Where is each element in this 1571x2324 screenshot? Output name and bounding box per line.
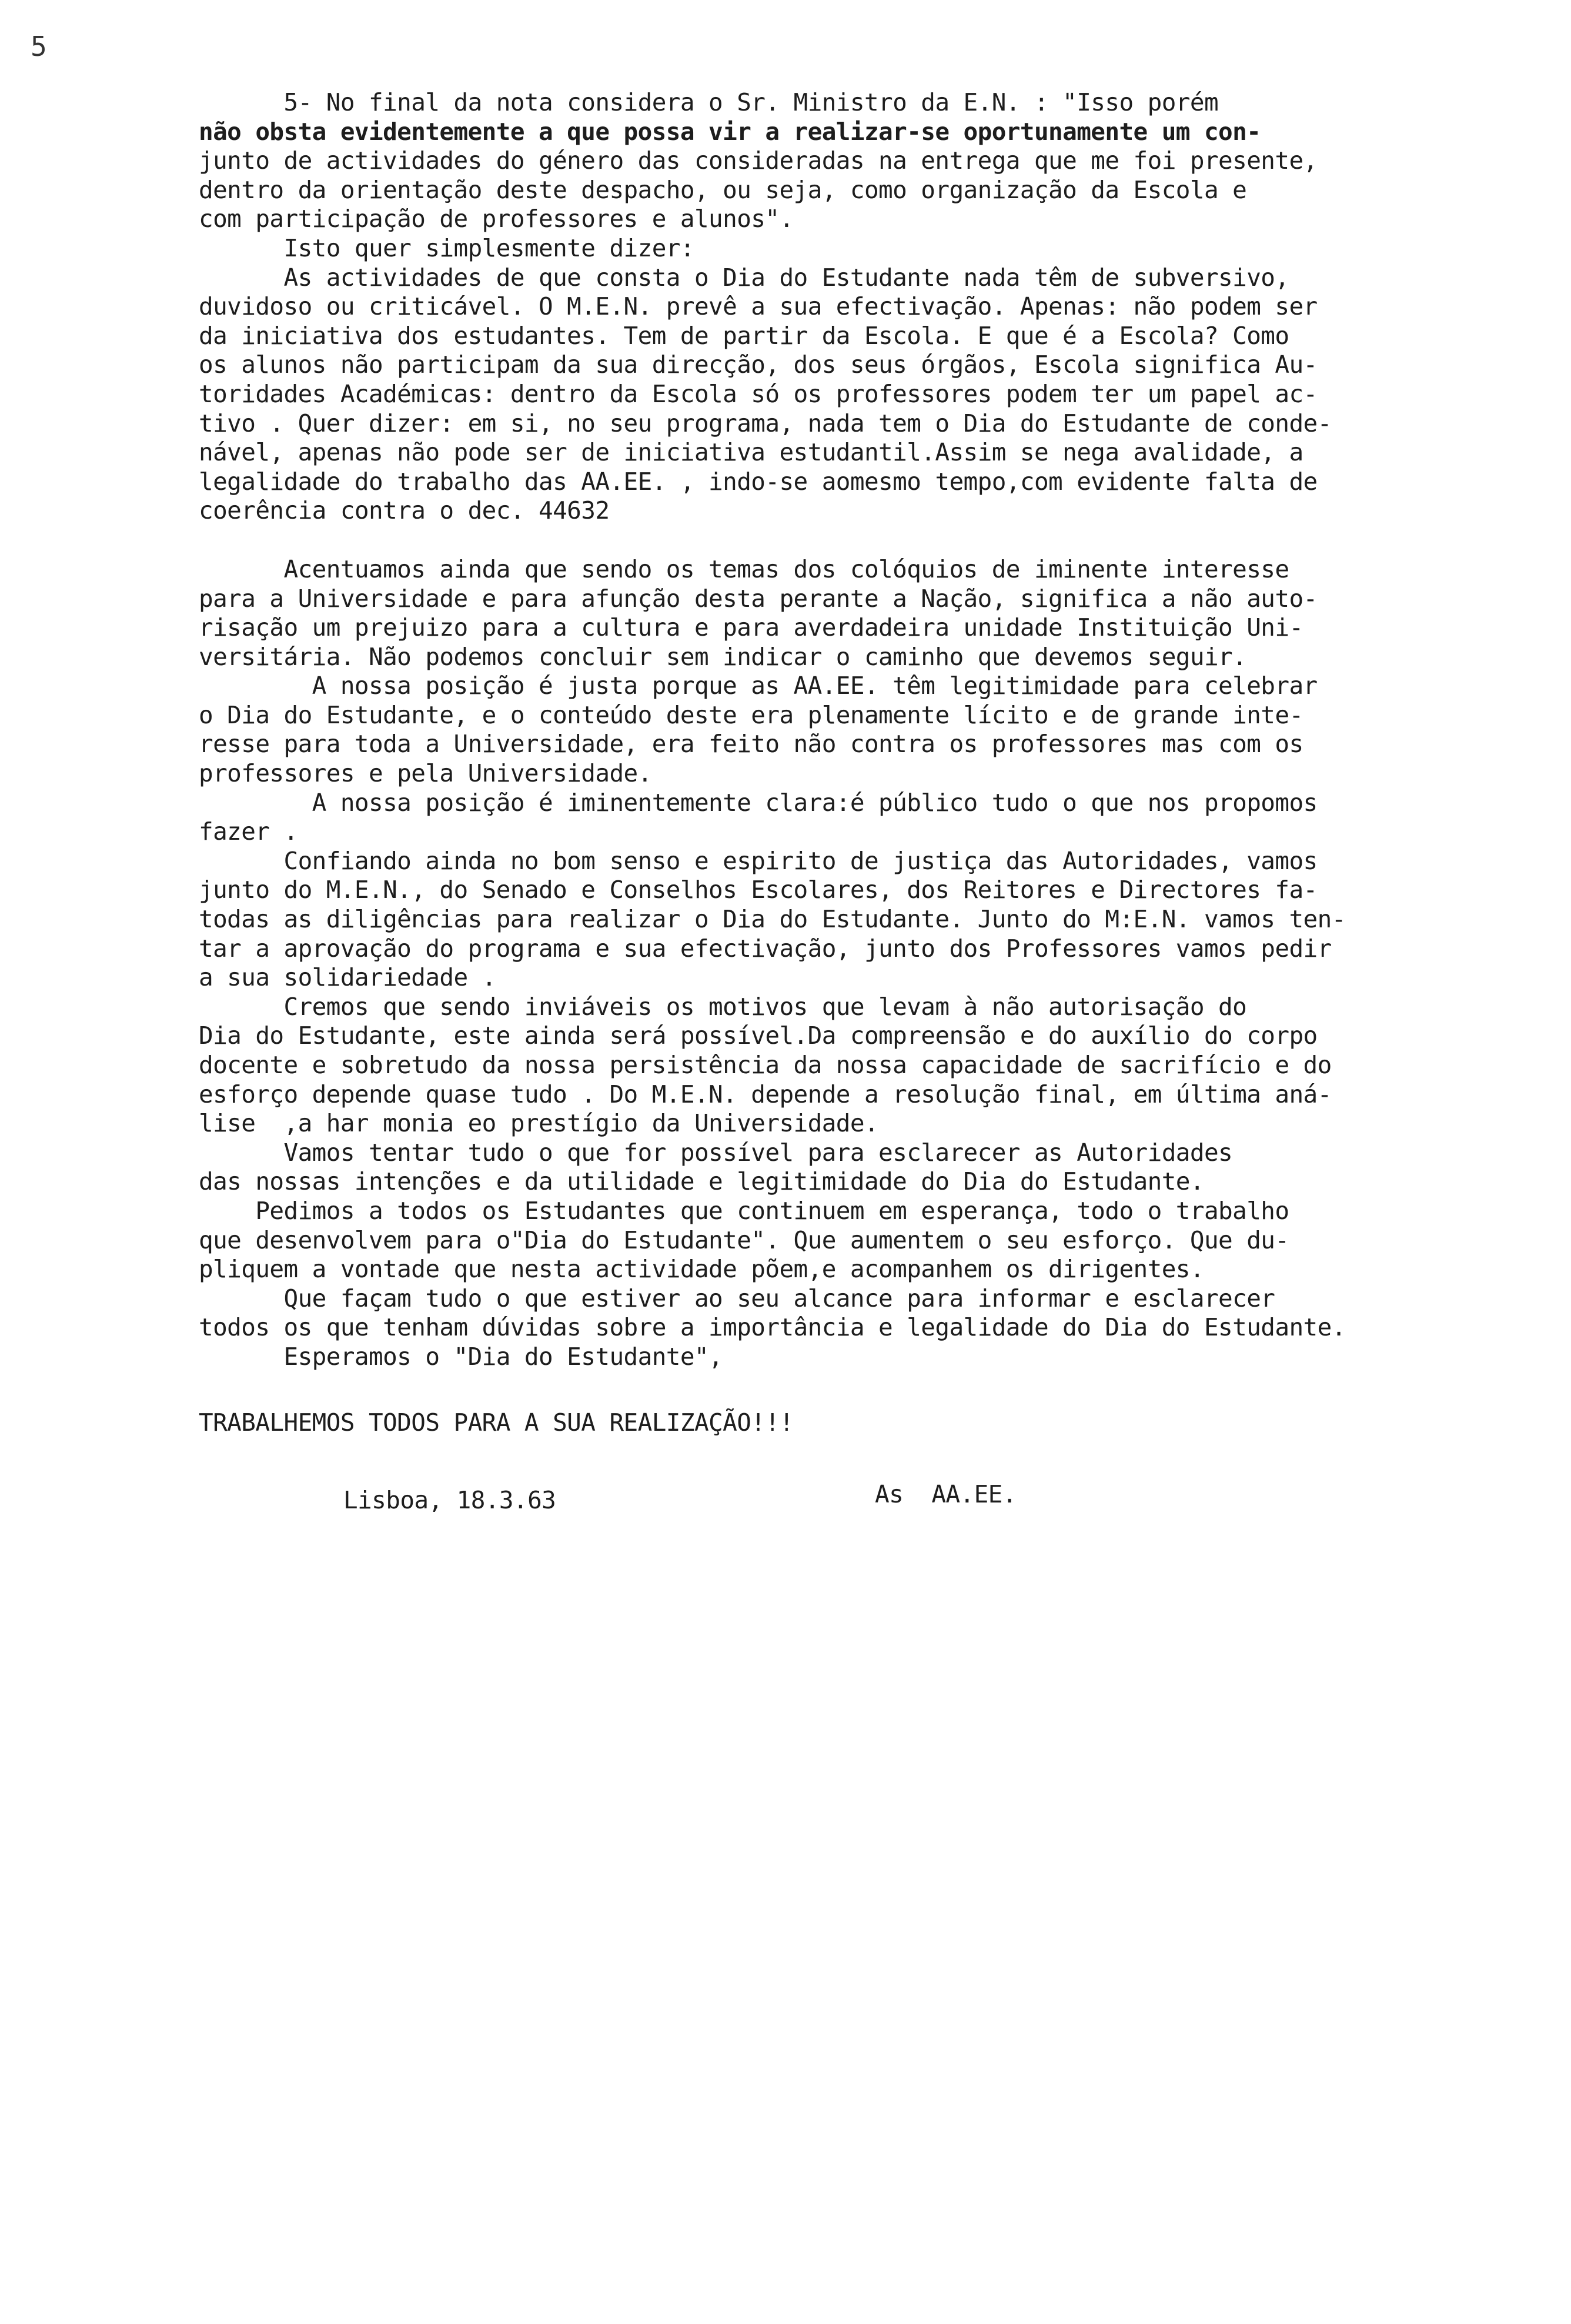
text-line: tivo . Quer dizer: em si, no seu programa, nada tem o Dia do Estudante de conde-	[199, 409, 1332, 438]
text-line: coerência contra o dec. 44632	[199, 496, 610, 525]
signature: As AA.EE.	[875, 1480, 1017, 1508]
text-line: toridades Académicas: dentro da Escola só os professores podem ter um papel ac-	[199, 379, 1318, 408]
text-line: Cremos que sendo inviáveis os motivos que levam à não autorisação do	[199, 992, 1247, 1021]
closing-line: TRABALHEMOS TODOS PARA A SUA REALIZAÇÃO!!!	[199, 1408, 794, 1437]
page-number-mark: 5	[31, 31, 47, 62]
text-line: Pedimos a todos os Estudantes que continuem em esperança, todo o trabalho	[199, 1196, 1289, 1225]
text-line: Dia do Estudante, este ainda será possível.Da compreensão e do auxílio do corpo	[199, 1021, 1318, 1050]
text-line: Esperamos o "Dia do Estudante",	[199, 1342, 723, 1371]
text-line: Confiando ainda no bom senso e espirito de justiça das Autoridades, vamos	[199, 846, 1318, 875]
paragraph-gap	[199, 526, 1475, 555]
text-line: legalidade do trabalho das AA.EE. , indo-se aomesmo tempo,com evidente falta de	[199, 467, 1318, 496]
text-line: lise ,a har monia eo prestígio da Universidade.	[199, 1109, 879, 1138]
text-line: tar a aprovação do programa e sua efectivação, junto dos Professores vamos pedir	[199, 934, 1332, 963]
text-line: nável, apenas não pode ser de iniciativa estudantil.Assim se nega avalidade, a	[199, 438, 1303, 467]
text-line: para a Universidade e para afunção desta perante a Nação, significa a não auto-	[199, 584, 1318, 613]
text-line: a sua solidariedade .	[199, 963, 496, 992]
text-line: A nossa posição é justa porque as AA.EE. têm legitimidade para celebrar	[199, 672, 1318, 700]
paragraph-block	[199, 88, 1475, 526]
text-line: da iniciativa dos estudantes. Tem de partir da Escola. E que é a Escola? Como	[199, 321, 1289, 350]
place-date: Lisboa, 18.3.63	[343, 1486, 556, 1514]
text-line: duvidoso ou criticável. O M.E.N. prevê a sua efectivação. Apenas: não podem ser	[199, 292, 1318, 321]
text-line: docente e sobretudo da nossa persistência da nossa capacidade de sacrifício e do	[199, 1051, 1332, 1079]
text-line: que desenvolvem para o"Dia do Estudante". Que aumentem o seu esforço. Que du-	[199, 1226, 1289, 1254]
text-line: As actividades de que consta o Dia do Estudante nada têm de subversivo,	[199, 263, 1289, 292]
text-line: com participação de professores e alunos".	[199, 205, 794, 233]
text-line: pliquem a vontade que nesta actividade põem,e acompanhem os dirigentes.	[199, 1255, 1204, 1284]
text-line: junto de actividades do género das consideradas na entrega que me foi presente,	[199, 146, 1318, 175]
text-line: todas as diligências para realizar o Dia do Estudante. Junto do M:E.N. vamos ten-	[199, 905, 1346, 934]
text-line: junto do M.E.N., do Senado e Conselhos Escolares, dos Reitores e Directores fa-	[199, 876, 1318, 904]
text-line: A nossa posição é iminentemente clara:é público tudo o que nos propomos	[199, 788, 1318, 817]
text-line: esforço depende quase tudo . Do M.E.N. depende a resolução final, em última aná-	[199, 1080, 1332, 1108]
paragraph-block	[199, 555, 1475, 1372]
text-line: Acentuamos ainda que sendo os temas dos colóquios de iminente interesse	[199, 555, 1289, 583]
text-line: fazer .	[199, 817, 298, 846]
text-line: versitária. Não podemos concluir sem indicar o caminho que devemos seguir.	[199, 642, 1247, 671]
text-line: o Dia do Estudante, e o conteúdo deste era plenamente lícito e de grande inte-	[199, 700, 1303, 729]
text-line: os alunos não participam da sua direcção, dos seus órgãos, Escola significa Au-	[199, 350, 1318, 379]
document-body	[199, 88, 1475, 1372]
text-line: não obsta evidentemente a que possa vir a realizar-se oportunamente um con-	[199, 117, 1261, 146]
text-line: risação um prejuizo para a cultura e para averdadeira unidade Instituição Uni-	[199, 613, 1303, 642]
text-line: resse para toda a Universidade, era feito não contra os professores mas com os	[199, 730, 1303, 759]
text-line: Vamos tentar tudo o que for possível para esclarecer as Autoridades	[199, 1138, 1233, 1167]
text-line: dentro da orientação deste despacho, ou seja, como organização da Escola e	[199, 175, 1247, 204]
text-line: Que façam tudo o que estiver ao seu alcance para informar e esclarecer	[199, 1284, 1275, 1313]
text-line: Isto quer simplesmente dizer:	[199, 233, 694, 262]
text-line: todos os que tenham dúvidas sobre a importância e legalidade do Dia do Estudante.	[199, 1313, 1346, 1342]
text-line: das nossas intenções e da utilidade e legitimidade do Dia do Estudante.	[199, 1167, 1204, 1196]
text-line: 5- No final da nota considera o Sr. Ministro da E.N. : "Isso porém	[199, 88, 1219, 116]
text-line: professores e pela Universidade.	[199, 759, 652, 788]
